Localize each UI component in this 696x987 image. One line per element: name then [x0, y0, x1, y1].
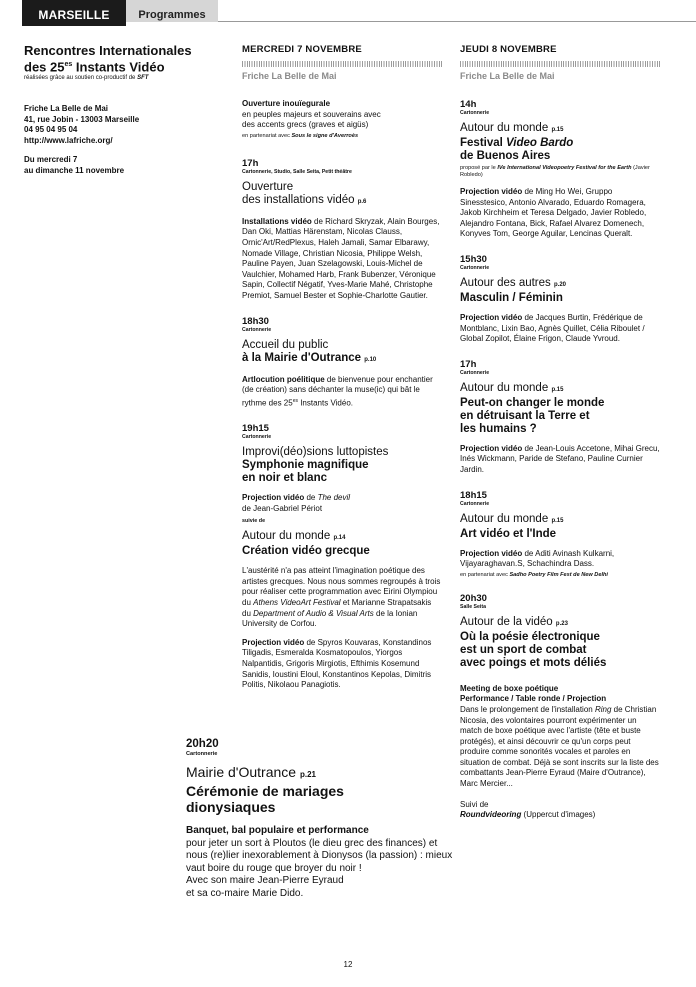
- day2-place: Friche La Belle de Mai: [460, 71, 555, 81]
- followup-text: (Uppercut d'images): [521, 810, 596, 820]
- event-body: [460, 444, 660, 476]
- para-text-end: de la Ionian University de Corfou.: [242, 608, 418, 629]
- subtitle-sponsor: SFT: [137, 75, 149, 81]
- event-title-2: dionysiaques: [186, 799, 276, 815]
- dates-line2: au dimanche 11 novembre: [24, 165, 125, 175]
- opening-title: Ouverture inouïegurale: [242, 99, 331, 108]
- day1-place: Friche La Belle de Mai: [242, 71, 337, 81]
- subtitle-text: réalisées grâce au soutien co-productif de: [24, 75, 138, 81]
- opening-partner: [242, 133, 442, 140]
- venue-block: [24, 104, 224, 146]
- page-ref: p.10: [364, 356, 377, 363]
- section-tab: Programmes: [126, 0, 218, 22]
- body-lead-1: Meeting de boxe poétique: [460, 683, 559, 693]
- prop-text: proposé par le: [460, 165, 498, 171]
- event-17h-jeudi: [460, 359, 660, 476]
- event-19h15: [242, 423, 442, 691]
- event-time: 15h30: [460, 253, 487, 265]
- body-text-2: de Jean-Gabriel Périot: [242, 503, 323, 513]
- title-italic: Video Bardo: [506, 137, 574, 149]
- event-title-3: les humains ?: [460, 422, 537, 435]
- body-text-end: de Christian Nicosia, des volontaires pourront expérimenter un match de boxe poétique avec l'artiste (tête et buste protégés), et ainsi découvrir ce qu'un corps peut produire comme sonorités vocales et paroles en situation de combat. Déjà se sont inscrits sur la liste des combattants Jean-Pierre Eyraud (Maire d'Outrance), Marc Mercier...: [460, 704, 659, 789]
- film-title: The devil: [317, 492, 351, 502]
- prop-text-end: (Javier Robledo): [460, 165, 650, 178]
- event-venue: Cartonnerie: [242, 433, 272, 440]
- kicker-text: Mairie d'Outrance: [186, 764, 297, 780]
- kicker-text: des installations vidéo: [242, 193, 355, 206]
- page-ref: p.20: [553, 281, 566, 288]
- event-projection: [242, 493, 442, 514]
- festival-title-line2: [24, 58, 224, 74]
- page-ref: p.23: [555, 620, 568, 627]
- event-venue: Salle Seita: [460, 603, 486, 610]
- event-18h30: [242, 316, 442, 409]
- partner-name: Sous le signe d'Averroès: [291, 132, 359, 139]
- body-lead: Artlocution poélitique: [242, 374, 325, 384]
- city-tab: MARSEILLE: [22, 0, 126, 26]
- event-kicker-2: [242, 530, 442, 545]
- dates-line1: Du mercredi 7: [24, 155, 78, 164]
- event-time: 18h15: [460, 489, 487, 501]
- venue-phone: 04 95 04 95 04: [24, 125, 78, 134]
- partner-name: Sadho Poetry Film Fest de New Delhi: [509, 571, 608, 578]
- event-title: Art vidéo et l'Inde: [460, 527, 557, 540]
- event-title-2: en noir et blanc: [242, 471, 327, 484]
- venue-address: 41, rue Jobin - 13003 Marseille: [24, 114, 140, 124]
- event-time: 17h: [242, 157, 259, 169]
- para-text-mid: et Marianne Strapatsakis du: [242, 597, 432, 618]
- event-partner: [460, 572, 660, 579]
- page-ref: p.15: [551, 386, 564, 393]
- page-ref: p.15: [551, 517, 564, 524]
- body-lead: Installations vidéo: [242, 216, 312, 226]
- body-line-a: Avec son maire Jean-Pierre Eyraud: [186, 875, 344, 887]
- event-body: [186, 825, 456, 901]
- event-title-1: [460, 137, 660, 150]
- event-time: 17h: [460, 358, 477, 370]
- day2-column: [460, 44, 660, 835]
- dates-block: [24, 155, 224, 176]
- festival-title-line1: Rencontres Internationales: [24, 43, 192, 58]
- event-time: 18h30: [242, 315, 269, 327]
- event-kicker: [460, 122, 660, 137]
- event-20h30: [460, 593, 660, 821]
- suivie-de: suivie de: [242, 518, 266, 525]
- event-18h15: [460, 490, 660, 579]
- event-kicker: [186, 764, 456, 783]
- opening-line2: des accents grecs (graves et aigüs): [242, 120, 369, 130]
- event-para1: [242, 566, 442, 630]
- mairie-event: [186, 738, 456, 901]
- event-time: 20h30: [460, 592, 487, 604]
- page-ref: p.15: [551, 127, 564, 133]
- event-venue: Cartonnerie: [242, 326, 272, 333]
- body-lead: Projection vidéo: [242, 637, 305, 647]
- event-title-1: Cérémonie de mariages: [186, 783, 344, 799]
- body-lead: Projection vidéo: [460, 312, 523, 322]
- event-14h: [460, 99, 660, 240]
- event-followup: [460, 800, 660, 821]
- event-title-2: est un sport de combat: [460, 643, 587, 656]
- body-lead: Projection vidéo: [460, 443, 523, 453]
- event-kicker-2: [242, 194, 442, 209]
- event-venue: Cartonnerie: [460, 264, 490, 271]
- body-lead: Banquet, bal populaire et performance: [186, 825, 369, 836]
- kicker-text: Autour du monde: [460, 122, 549, 134]
- event-time: 14h: [460, 99, 477, 110]
- day2-label: JEUDI 8 NOVEMBRE: [460, 44, 557, 55]
- festival-subtitle: [24, 75, 224, 81]
- event-title-2: en détruisant la Terre et: [460, 409, 590, 422]
- body-lead: Projection vidéo: [460, 187, 523, 196]
- title-text: Festival: [460, 137, 507, 149]
- venue-website[interactable]: http://www.lafriche.org/: [24, 135, 113, 145]
- body-lead-2: Performance / Table ronde / Projection: [460, 694, 607, 704]
- body-text-end: Instants Vidéo.: [297, 398, 353, 408]
- event-venue: Cartonnerie: [186, 751, 218, 757]
- day1-rule: [242, 61, 442, 67]
- event-title: Masculin / Féminin: [460, 291, 563, 304]
- opening-event: [242, 99, 442, 140]
- event-17h: [242, 158, 442, 302]
- kicker-text: Autour de la vidéo: [460, 615, 553, 628]
- event-kicker: Improvi(déo)sions luttopistes: [242, 445, 389, 458]
- event-title-1: Symphonie magnifique: [242, 458, 369, 471]
- kicker-text: Autour du monde: [460, 512, 549, 525]
- event-kicker: [460, 277, 660, 292]
- title-text: à la Mairie d'Outrance: [242, 351, 362, 364]
- opening-line1: en peuples majeurs et souverains avec: [242, 109, 381, 119]
- day1-column: [242, 44, 442, 705]
- event-kicker: Accueil du public: [242, 338, 329, 351]
- event-kicker: Ouverture: [242, 180, 294, 193]
- event-title-1: Où la poésie électronique: [460, 630, 600, 643]
- body-text: de Jean-Louis Accetone, Mihai Grecu, Inés Wickmann, Paride de Stefano, Pauline Curnier Jardin.: [460, 443, 660, 474]
- kicker-text: Autour du monde: [242, 530, 331, 543]
- event-body: [242, 217, 442, 302]
- event-title-1: Peut-on changer le monde: [460, 396, 605, 409]
- body-text: pour jeter un sort à Ploutos (le dieu grec des finances) et nous (re)lier inexorablement à Dionysos (la passion) : mieux vaut boire du rouge que broyer du noir !: [186, 837, 453, 874]
- event-proposer: [460, 165, 660, 179]
- body-sup: es: [292, 397, 298, 404]
- partner-pre: en partenariat avec: [460, 571, 510, 578]
- body-italic: Ring: [594, 704, 612, 714]
- title-pre: des 25: [24, 59, 65, 75]
- event-para2: [242, 638, 442, 691]
- title-post: Instants Vidéo: [72, 59, 165, 75]
- event-body: [460, 187, 660, 240]
- body-text: de bienvenue pour enchantier (de création) sans déchanter la muse(ic) qui bât le rythme des 25: [242, 374, 433, 408]
- event-time: 19h15: [242, 422, 269, 434]
- prop-italic: IVe International Videopoetry Festival for the Earth: [497, 165, 632, 171]
- event-kicker: [460, 616, 660, 631]
- venue-name: Friche La Belle de Mai: [24, 104, 109, 113]
- page-ref: p.6: [357, 198, 367, 205]
- partner-pre: en partenariat avec: [242, 132, 292, 139]
- body-text: de Aditi Avinash Kulkarni, Vijayaraghavan.S, Schachindra Dass.: [460, 548, 615, 569]
- body-text: de Spyros Kouvaras, Konstandinos Tiligadis, Esmeralda Kosmatopoulos, Yiorgos Nalpantidis, Grigoris Mirgiotis, Efthimis Kosemund Sanidis, Ioustini Eloul, Konstantinos Kepolas, Dimitris Politis, Nikolaou Panagiotis.: [242, 637, 432, 690]
- day2-rule: [460, 61, 660, 67]
- body-lead: Projection vidéo: [460, 548, 523, 558]
- event-body: [242, 375, 442, 409]
- body-text: de Ming Ho Wei, Gruppo Sinesstesico, Antonio Alvarado, Eduardo Romagera, Jakob Kirchheim et Teresa Delgado, Javier Robledo, Alejandro Fontana, Bick, Rafael Alvarez Domenech, Konyves Tom, George Aguilar, Lencinas Queralt.: [460, 187, 647, 239]
- body-text: de Richard Skryzak, Alain Bourges, Dan Oki, Mattias Härenstam, Nicolas Clauss, Ornic'Art/RedPlexus, Haleh Jamali, Samar Elbarawy, Nomade Village, Christian Nicosia, Philippe Welsh, Pauline Payen, Juan Szelagowski, Louis-Michel de Vaulchier, Mohamed Harb, Frank Bubenzer, Véronique Sapin, Collectif Négatif, Yves-Marie Mahé, Christophe Premiot, Samuel Bester et Sophie-Charlotte Gautier.: [242, 216, 440, 300]
- event-title-3: Création vidéo grecque: [242, 545, 370, 558]
- event-body: [460, 313, 660, 345]
- event-kicker: [460, 382, 660, 397]
- event-venue: Cartonnerie, Studio, Salle Seita, Petit théâtre: [242, 168, 352, 175]
- event-15h30: [460, 254, 660, 345]
- event-time: 20h20: [186, 738, 219, 750]
- body-line-b: et sa co-maire Marie Dido.: [186, 887, 304, 899]
- page-number: 12: [343, 960, 353, 969]
- para-text: L'austérité n'a pas atteint l'imagination poétique des artistes grecques. Nous nous sommes regroupés à trois pour réaliser cette programmation avec Eirini Olympiou du: [242, 566, 441, 607]
- body-lead: Projection vidéo: [242, 492, 305, 502]
- event-body: [460, 549, 660, 570]
- festival-title: [24, 44, 224, 74]
- para-italic-1: Athens VideoArt Festival: [253, 597, 341, 607]
- event-kicker: [460, 513, 660, 528]
- page-ref: p.21: [299, 770, 316, 779]
- header-rule: [218, 21, 696, 22]
- body-text: Dans le prolongement de l'installation: [460, 704, 595, 714]
- event-title-3: avec poings et mots déliés: [460, 656, 607, 669]
- body-text: de: [304, 492, 318, 502]
- followup-title: Roundvideoring: [460, 810, 522, 820]
- para-italic-2: Department of Audio & Visual Arts: [253, 608, 374, 618]
- event-title: [242, 352, 442, 367]
- day1-label: MERCREDI 7 NOVEMBRE: [242, 44, 362, 55]
- title-sup: es: [64, 61, 73, 68]
- page-ref: p.14: [333, 535, 346, 542]
- kicker-text: Autour des autres: [460, 276, 551, 289]
- event-venue: Cartonnerie: [460, 369, 490, 376]
- event-body: [460, 684, 660, 790]
- kicker-text: Autour du monde: [460, 381, 549, 394]
- event-venue: Cartonnerie: [460, 500, 490, 507]
- suivi-de: Suivi de: [460, 799, 489, 809]
- body-text: de Jacques Burtin, Frédérique de Montblanc, Lixin Bao, Agnès Quillet, Célia Riboulet / Global Zopilot, Élaine Frigon, Claude Yvroud.: [460, 312, 645, 344]
- event-title-2: de Buenos Aires: [460, 150, 551, 162]
- event-venue: Cartonnerie: [460, 110, 490, 116]
